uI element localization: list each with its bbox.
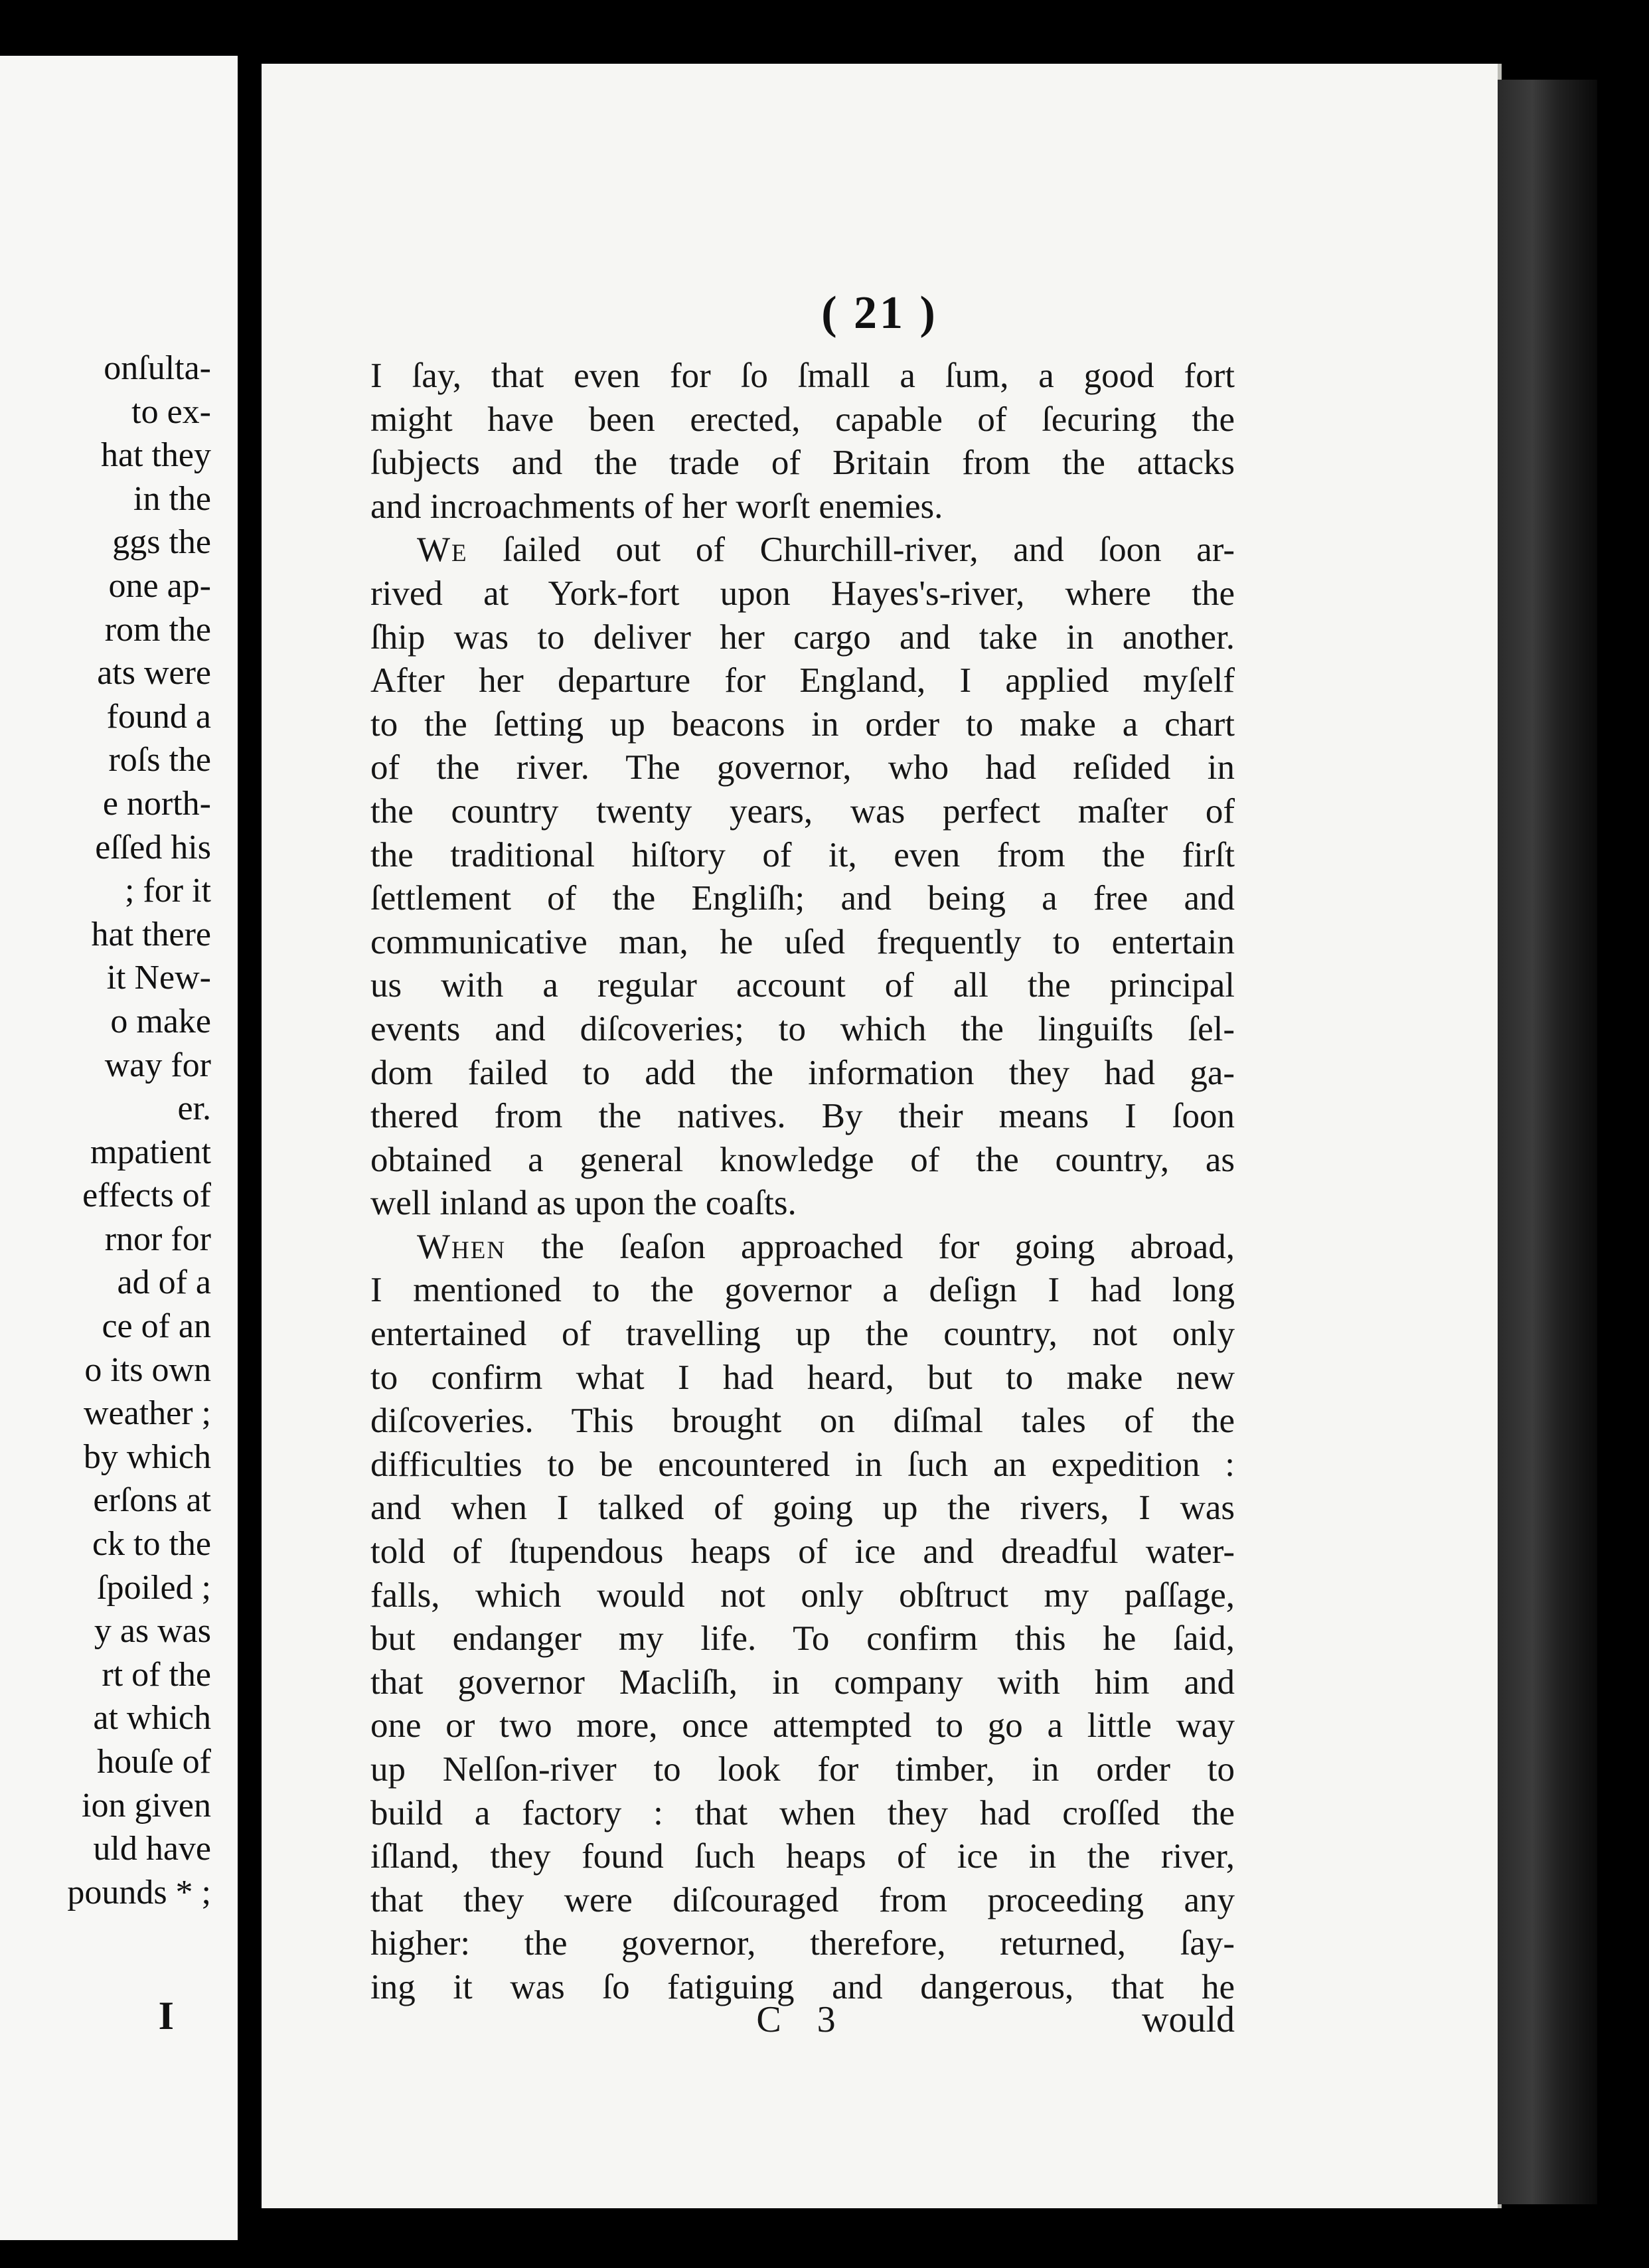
left-page-line: o its own (84, 1350, 211, 1389)
left-page-line: er. (177, 1090, 211, 1128)
left-page-line: pounds * ; (67, 1873, 211, 1911)
text-line: I mentioned to the governor a deſign I had long (370, 1271, 1235, 1310)
left-page-line: e north- (102, 784, 211, 823)
text-line: of the river. The governor, who had reſided in (370, 748, 1235, 787)
left-page-line: way for (104, 1046, 211, 1084)
text-line: After her departure for England, I applied myſelf (370, 661, 1235, 700)
text-line: ſettlement of the Engliſh; and being a free and (370, 879, 1235, 918)
text-line: iſland, they found ſuch heaps of ice in the river, (370, 1837, 1235, 1876)
left-page-line: ſpoiled ; (97, 1568, 211, 1607)
page-footer (370, 1998, 1235, 2045)
text-line: ing it was ſo fatiguing and dangerous, that he (370, 1967, 1235, 2006)
text-line: build a factory : that when they had croſſed the (370, 1793, 1235, 1832)
left-page-line: rom the (104, 610, 211, 649)
left-page-line: ats were (97, 654, 211, 692)
text-line: but endanger my life. To confirm this he ſaid, (370, 1619, 1235, 1659)
left-facing-page (0, 56, 238, 2240)
left-page-line: in the (133, 479, 211, 518)
left-page-line: at which (93, 1699, 211, 1738)
text-line: up Nelſon-river to look for timber, in order to (370, 1750, 1235, 1789)
left-page-line: found a (106, 697, 211, 736)
left-page-line: hat they (100, 436, 211, 475)
left-page-line: houſe of (97, 1743, 211, 1781)
left-page-line: mpatient (90, 1133, 211, 1171)
left-page-line: ; for it (125, 872, 211, 910)
text-line: higher: the governor, therefore, returned, ſay- (370, 1924, 1235, 1963)
left-page-line: erſons at (93, 1481, 211, 1520)
left-page-line: ion given (82, 1786, 211, 1824)
text-line: entertained of travelling up the country, not only (370, 1315, 1235, 1354)
left-page-text-fragments (0, 347, 238, 1914)
left-page-line: ggs the (112, 523, 211, 562)
left-page-line: hat there (91, 915, 211, 953)
text-line: dom failed to add the information they had ga- (370, 1053, 1235, 1092)
text-line: that governor Macliſh, in company with him and (370, 1662, 1235, 1702)
text-line: the country twenty years, was perfect maſter of (370, 791, 1235, 831)
text-line: events and diſcoveries; to which the linguiſts ſel- (370, 1009, 1235, 1048)
text-line: communicative man, he uſed frequently to entertain (370, 922, 1235, 961)
text-line: the traditional hiſtory of it, even from the firſt (370, 835, 1235, 874)
left-page-line: effects of (82, 1176, 211, 1215)
text-line: difficulties to be encountered in ſuch an expedition : (370, 1445, 1235, 1484)
left-page-line: y as was (94, 1612, 211, 1651)
text-line: one or two more, once attempted to go a little way (370, 1706, 1235, 1745)
text-line: might have been erected, capable of ſecuring the (370, 400, 1235, 439)
left-page-catchword: I (158, 1994, 174, 2038)
text-line: to the ſetting up beacons in order to make a chart (370, 704, 1235, 744)
left-page-line: o make (110, 1002, 211, 1040)
text-line: ſhip was to deliver her cargo and take in another. (370, 617, 1235, 657)
left-page-line: onſulta- (104, 349, 211, 387)
book-page (262, 64, 1502, 2208)
left-page-line: eſſed his (95, 828, 211, 866)
left-page-line: uld have (93, 1830, 211, 1868)
left-page-line: rnor for (104, 1220, 211, 1258)
left-page-line: rt of the (102, 1655, 211, 1694)
text-line: When the ſeaſon approached for going abroad, (417, 1227, 1235, 1266)
catchword: would (1142, 1999, 1235, 2040)
text-line: thered from the natives. By their means I ſoon (370, 1097, 1235, 1136)
text-line: falls, which would not only obſtruct my paſſage, (370, 1576, 1235, 1615)
text-line: diſcoveries. This brought on diſmal tales of the (370, 1402, 1235, 1441)
left-page-line: ad of a (117, 1263, 211, 1302)
text-line: and incroachments of her worſt enemies. (370, 487, 943, 526)
text-line: I ſay, that even for ſo ſmall a ſum, a good fort (370, 357, 1235, 395)
page-number: ( 21 ) (821, 287, 938, 339)
text-line: to confirm what I had heard, but to make new (370, 1358, 1235, 1397)
book-page-edges (1498, 80, 1597, 2204)
page-body-text (370, 355, 1235, 2010)
left-page-line: ck to the (92, 1525, 211, 1564)
signature-mark: C 3 (756, 1999, 849, 2040)
text-line: told of ſtupendous heaps of ice and dreadful water- (370, 1532, 1235, 1572)
left-page-line: ce of an (102, 1307, 211, 1346)
text-line: and when I talked of going up the rivers, I was (370, 1489, 1235, 1528)
left-page-line: weather ; (83, 1394, 211, 1433)
left-page-line: by which (83, 1437, 211, 1476)
left-page-line: to ex- (131, 392, 211, 431)
left-page-line: one ap- (108, 566, 211, 605)
left-page-line: it New- (106, 959, 211, 997)
text-line: that they were diſcouraged from proceeding any (370, 1880, 1235, 1919)
text-line: us with a regular account of all the principal (370, 966, 1235, 1005)
text-line: well inland as upon the coaſts. (370, 1184, 797, 1223)
text-line: We ſailed out of Churchill-river, and ſoon ar- (417, 530, 1235, 570)
text-line: rived at York-fort upon Hayes's-river, where the (370, 574, 1235, 613)
text-line: ſubjects and the trade of Britain from the attacks (370, 444, 1235, 483)
text-line: obtained a general knowledge of the country, as (370, 1140, 1235, 1179)
left-page-line: roſs the (108, 741, 211, 779)
